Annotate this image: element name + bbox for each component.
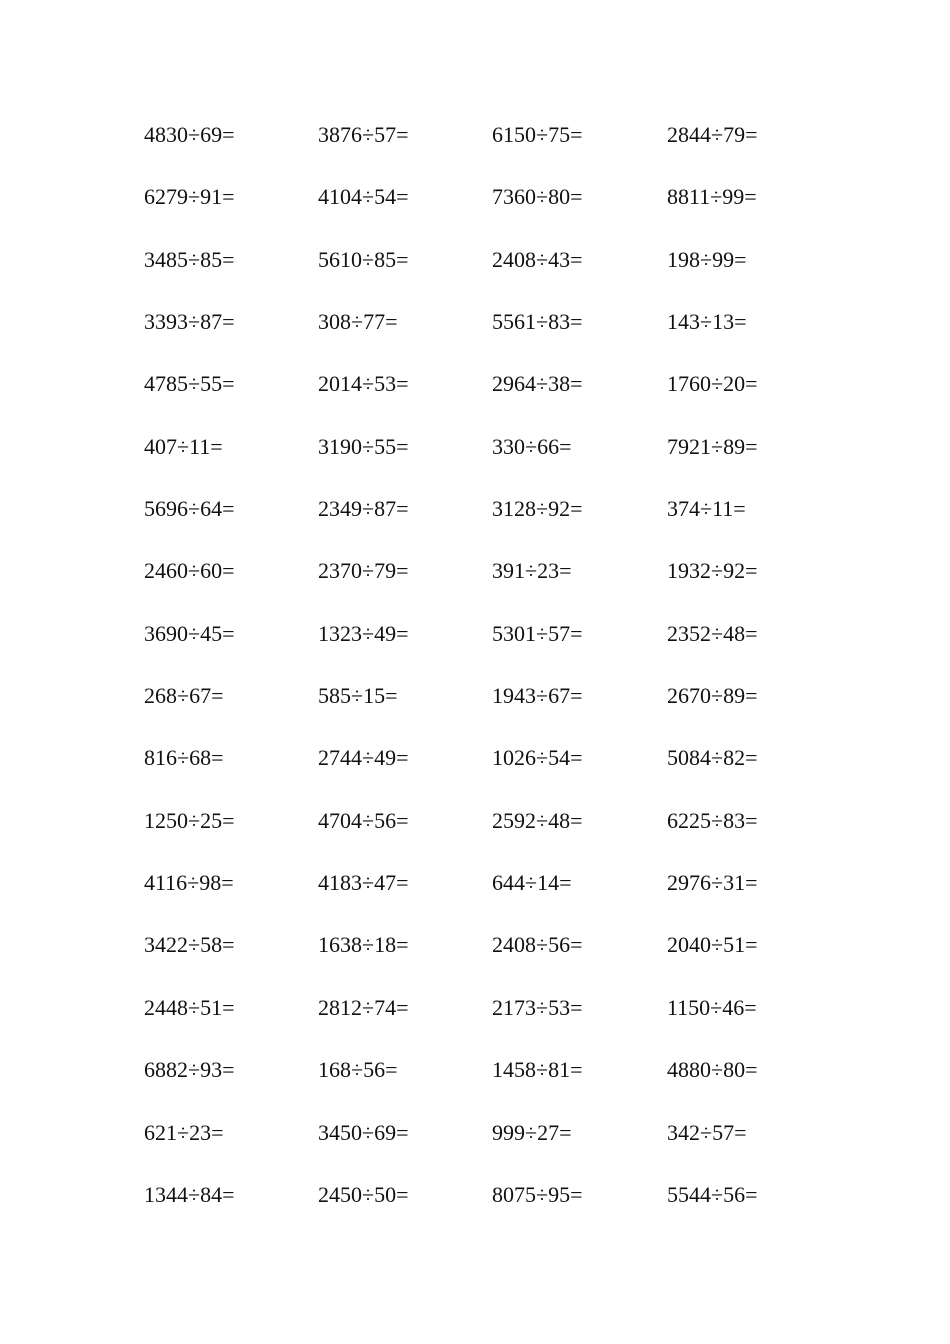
division-problem: 1932÷92= — [667, 558, 758, 584]
division-problem: 2812÷74= — [318, 994, 409, 1020]
division-problem: 1323÷49= — [318, 620, 409, 646]
division-problem: 5084÷82= — [667, 745, 758, 771]
division-problem: 268÷67= — [144, 683, 224, 709]
division-problem: 3190÷55= — [318, 433, 409, 459]
division-problem: 4183÷47= — [318, 870, 409, 896]
division-problem: 6882÷93= — [144, 1057, 235, 1083]
division-problem: 6225÷83= — [667, 807, 758, 833]
division-problem: 342÷57= — [667, 1119, 747, 1145]
division-problem: 585÷15= — [318, 683, 398, 709]
division-problem: 330÷66= — [492, 433, 572, 459]
division-problem: 2964÷38= — [492, 371, 583, 397]
division-problem: 198÷99= — [667, 246, 747, 272]
division-problem: 1943÷67= — [492, 683, 583, 709]
division-problem: 3450÷69= — [318, 1119, 409, 1145]
division-problem: 5301÷57= — [492, 620, 583, 646]
division-problem: 143÷13= — [667, 309, 747, 335]
division-problem: 999÷27= — [492, 1119, 572, 1145]
division-problem: 3422÷58= — [144, 932, 235, 958]
division-problem: 6150÷75= — [492, 122, 583, 147]
division-problem: 2370÷79= — [318, 558, 409, 584]
division-problem: 2040÷51= — [667, 932, 758, 958]
division-problem: 1150÷46= — [667, 994, 757, 1020]
division-problem: 6279÷91= — [144, 184, 235, 210]
division-problem: 1344÷84= — [144, 1181, 235, 1207]
division-problem: 2448÷51= — [144, 994, 235, 1020]
division-problem: 8811÷99= — [667, 184, 757, 210]
division-problem: 816÷68= — [144, 745, 224, 771]
division-problem: 5561÷83= — [492, 309, 583, 335]
division-problem: 2592÷48= — [492, 807, 583, 833]
division-problem: 621÷23= — [144, 1119, 224, 1145]
division-problem: 3485÷85= — [144, 246, 235, 272]
division-problem: 5610÷85= — [318, 246, 409, 272]
division-problem: 644÷14= — [492, 870, 572, 896]
division-problem: 4704÷56= — [318, 807, 409, 833]
division-problem: 4830÷69= — [144, 122, 235, 147]
division-problem: 8075÷95= — [492, 1181, 583, 1207]
division-problem: 2352÷48= — [667, 620, 758, 646]
division-problem: 2408÷43= — [492, 246, 583, 272]
division-problem: 2349÷87= — [318, 496, 409, 522]
division-problem: 1026÷54= — [492, 745, 583, 771]
division-problem: 3393÷87= — [144, 309, 235, 335]
division-problem: 1458÷81= — [492, 1057, 583, 1083]
division-problem: 407÷11= — [144, 433, 223, 459]
division-problem: 2450÷50= — [318, 1181, 409, 1207]
division-problem: 2670÷89= — [667, 683, 758, 709]
division-problem: 2976÷31= — [667, 870, 758, 896]
division-problem: 5544÷56= — [667, 1181, 758, 1207]
division-problem: 3690÷45= — [144, 620, 235, 646]
division-problem: 374÷11= — [667, 496, 746, 522]
division-problem: 7921÷89= — [667, 433, 758, 459]
division-problem: 4880÷80= — [667, 1057, 758, 1083]
division-problem: 308÷77= — [318, 309, 398, 335]
division-problem: 4116÷98= — [144, 870, 234, 896]
division-problem: 7360÷80= — [492, 184, 583, 210]
division-problem-grid — [144, 119, 842, 1241]
division-problem: 391÷23= — [492, 558, 572, 584]
division-problem: 1250÷25= — [144, 807, 235, 833]
division-problem: 4104÷54= — [318, 184, 409, 210]
division-problem: 4785÷55= — [144, 371, 235, 397]
division-problem: 2408÷56= — [492, 932, 583, 958]
division-problem: 3128÷92= — [492, 496, 583, 522]
division-problem: 1638÷18= — [318, 932, 409, 958]
division-problem: 2173÷53= — [492, 994, 583, 1020]
division-problem: 5696÷64= — [144, 496, 235, 522]
division-problem: 2460÷60= — [144, 558, 235, 584]
division-problem: 2844÷79= — [667, 122, 758, 147]
division-problem: 168÷56= — [318, 1057, 398, 1083]
division-problem: 3876÷57= — [318, 122, 409, 147]
division-problem: 1760÷20= — [667, 371, 758, 397]
division-problem: 2014÷53= — [318, 371, 409, 397]
division-problem: 2744÷49= — [318, 745, 409, 771]
